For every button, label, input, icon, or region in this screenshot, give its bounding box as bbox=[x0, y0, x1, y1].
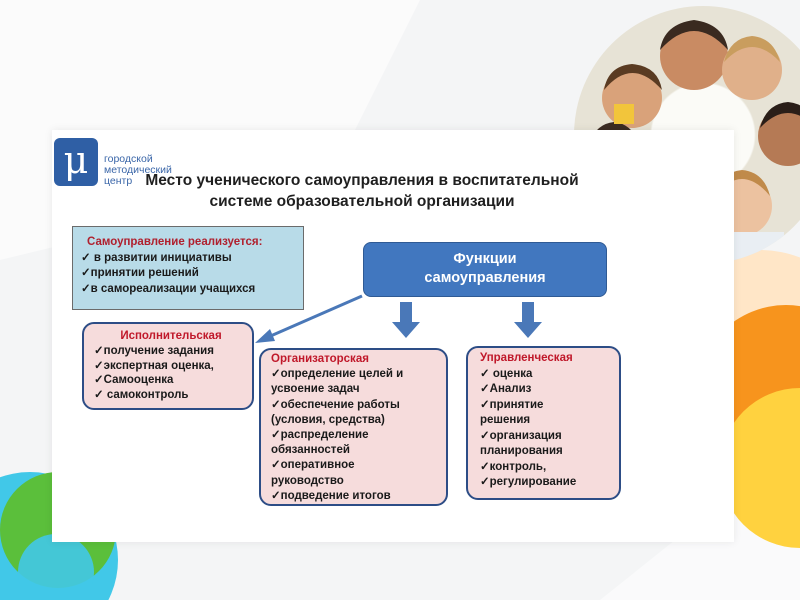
self-government-realization-box bbox=[72, 226, 304, 310]
list-item: ✓регулирование bbox=[480, 476, 577, 488]
list-item: ✓в самореализации учащихся bbox=[81, 282, 256, 295]
list-item: ✓распределение bbox=[271, 429, 369, 442]
functions-line-2: самоуправления bbox=[424, 270, 546, 286]
list-item: руководство bbox=[271, 474, 344, 487]
list-item: решения bbox=[480, 414, 531, 426]
executive-list bbox=[94, 344, 248, 403]
list-item: ✓Самооценка bbox=[94, 374, 174, 387]
slide-title-line-1: Место ученического самоуправления в воспитательной bbox=[145, 172, 579, 189]
self-government-functions-box bbox=[363, 242, 607, 297]
slide-title-line-2: системе образовательной организации bbox=[209, 193, 515, 210]
realization-list bbox=[81, 251, 297, 298]
list-item: ✓ в развитии инициативы bbox=[81, 251, 232, 264]
list-item: планирования bbox=[480, 445, 563, 457]
executive-heading: Исполнительская bbox=[120, 330, 222, 342]
list-item: ✓определение целей и bbox=[271, 368, 404, 381]
logo-line-2: методический bbox=[104, 164, 172, 176]
list-item: (условия, средства) bbox=[271, 413, 385, 426]
functions-line-1: Функции bbox=[453, 251, 517, 267]
managerial-list bbox=[480, 367, 616, 491]
organizational-heading: Организаторская bbox=[271, 353, 369, 365]
list-item: ✓обеспечение работы bbox=[271, 398, 400, 411]
organizational-list bbox=[271, 367, 443, 504]
list-item: ✓контроль, bbox=[480, 460, 547, 473]
list-item: ✓организация bbox=[480, 429, 562, 442]
list-item: ✓принятии решений bbox=[81, 267, 199, 279]
list-item: ✓подведение итогов bbox=[271, 489, 391, 502]
managerial-function-box bbox=[466, 346, 621, 500]
list-item: ✓ самоконтроль bbox=[94, 389, 189, 402]
list-item: ✓Анализ bbox=[480, 383, 532, 395]
list-item: обязанностей bbox=[271, 444, 350, 457]
executive-function-box bbox=[82, 322, 254, 410]
list-item: усвоение задач bbox=[271, 383, 360, 396]
logo-line-3: центр bbox=[104, 175, 133, 187]
logo-line-1: городской bbox=[104, 153, 153, 165]
list-item: ✓экспертная оценка, bbox=[94, 359, 214, 372]
slide-title bbox=[102, 170, 622, 212]
realization-heading: Самоуправление реализуется: bbox=[87, 236, 263, 248]
logo-mark: μ bbox=[54, 138, 98, 186]
list-item: ✓получение задания bbox=[94, 344, 214, 357]
managerial-heading: Управленческая bbox=[480, 352, 573, 364]
list-item: ✓ оценка bbox=[480, 367, 533, 380]
list-item: ✓оперативное bbox=[271, 459, 355, 472]
organizational-function-box bbox=[259, 348, 448, 506]
list-item: ✓принятие bbox=[480, 398, 544, 411]
